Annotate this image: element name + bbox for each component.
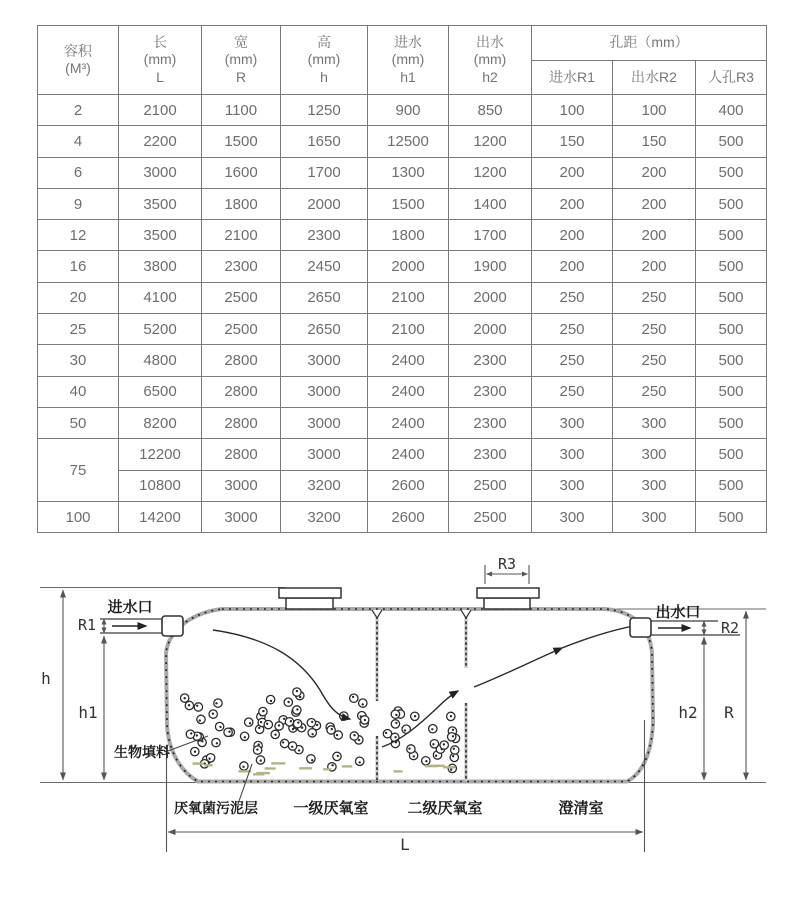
bubble-dot xyxy=(216,742,218,744)
header-inlet-line1: 进水 xyxy=(394,33,422,50)
bubble-dot xyxy=(452,735,454,737)
dim-label-r2: R2 xyxy=(720,619,740,637)
spec-cell: 1250 xyxy=(281,95,368,126)
bubble xyxy=(391,720,399,728)
manhole-right-cap xyxy=(477,588,539,598)
bubble-dot xyxy=(311,759,313,761)
bubble-dot xyxy=(385,732,387,734)
bubble-dot xyxy=(432,743,434,745)
spec-cell: 1800 xyxy=(202,188,281,219)
manhole-right-neck xyxy=(484,598,530,609)
spec-cell: 2100 xyxy=(119,95,202,126)
bubble-dot xyxy=(408,747,410,749)
spec-cell: 1500 xyxy=(368,188,449,219)
manhole-left-neck xyxy=(286,598,333,609)
bubble-dot xyxy=(435,755,437,757)
bubble-dot xyxy=(184,697,186,699)
table-row xyxy=(38,470,767,501)
bubble xyxy=(194,703,202,711)
bubble-dot xyxy=(296,690,298,692)
bubble-dot xyxy=(274,734,276,736)
bubble-dot xyxy=(260,759,262,761)
header-height xyxy=(281,26,368,95)
spec-cell: 200 xyxy=(613,220,696,251)
spec-cell: 12500 xyxy=(368,126,449,157)
table-row xyxy=(38,439,767,470)
spec-cell: 250 xyxy=(532,282,613,313)
spec-cell: 3000 xyxy=(119,157,202,188)
bubble xyxy=(245,718,253,726)
spec-cell: 500 xyxy=(696,376,767,407)
spec-cell: 3000 xyxy=(281,345,368,376)
bio-filler-label: 生物填料 xyxy=(114,746,170,761)
header-volume-line2: (M³) xyxy=(65,60,91,76)
spec-cell: 1650 xyxy=(281,126,368,157)
spec-cell: 3200 xyxy=(281,501,368,532)
spec-cell: 2300 xyxy=(449,407,532,438)
spec-cell: 1600 xyxy=(202,157,281,188)
bubble-dot xyxy=(291,746,293,748)
spec-cell: 12200 xyxy=(119,439,202,470)
volume-cell: 75 xyxy=(38,439,119,502)
spec-cell: 850 xyxy=(449,95,532,126)
bubble-dot xyxy=(311,721,313,723)
spec-cell: 500 xyxy=(696,126,767,157)
spec-table-header xyxy=(38,26,767,95)
spec-cell: 2100 xyxy=(368,282,449,313)
spec-cell: 2800 xyxy=(202,376,281,407)
bubble-dot xyxy=(395,714,397,716)
bubble-dot xyxy=(282,741,284,743)
bubble-dot xyxy=(414,715,416,717)
bubble-dot xyxy=(450,768,452,770)
header-hole-distance: 孔距（mm） xyxy=(532,26,767,61)
volume-cell: 12 xyxy=(38,220,119,251)
spec-cell: 1500 xyxy=(202,126,281,157)
sludge-dash xyxy=(193,762,204,764)
sludge-dash xyxy=(323,768,331,770)
spec-cell: 2000 xyxy=(449,282,532,313)
header-length xyxy=(119,26,202,95)
bubble-dot xyxy=(242,766,244,768)
bubble-dot xyxy=(262,710,264,712)
bubble xyxy=(266,695,274,703)
table-row xyxy=(38,95,767,126)
spec-cell: 200 xyxy=(613,188,696,219)
bubble-dot xyxy=(452,755,454,757)
bubble xyxy=(391,710,399,718)
spec-cell: 200 xyxy=(613,157,696,188)
bubble-dot xyxy=(404,729,406,731)
bubble-dot xyxy=(296,708,298,710)
table-row xyxy=(38,407,767,438)
spec-cell: 150 xyxy=(613,126,696,157)
spec-cell: 300 xyxy=(532,407,613,438)
spec-cell: 200 xyxy=(532,220,613,251)
bubble xyxy=(451,746,459,754)
volume-cell: 6 xyxy=(38,157,119,188)
table-row xyxy=(38,126,767,157)
bubble-dot xyxy=(212,713,214,715)
volume-cell: 2 xyxy=(38,95,119,126)
spec-table xyxy=(37,25,767,533)
header-volume xyxy=(38,26,119,95)
clarifier-label: 澄清室 xyxy=(558,801,604,817)
sludge-dash xyxy=(430,765,445,767)
spec-cell: 400 xyxy=(696,95,767,126)
header-hole-inlet-r1: 进水R1 xyxy=(532,61,613,95)
sludge-layer-label: 厌氧菌污泥层 xyxy=(174,802,258,817)
spec-cell: 2400 xyxy=(368,345,449,376)
spec-cell: 300 xyxy=(613,407,696,438)
spec-cell: 1800 xyxy=(368,220,449,251)
volume-cell: 9 xyxy=(38,188,119,219)
bubble xyxy=(293,720,301,728)
spec-cell: 500 xyxy=(696,282,767,313)
spec-cell: 1400 xyxy=(449,188,532,219)
spec-cell: 2500 xyxy=(449,501,532,532)
bubble-dot xyxy=(450,715,452,717)
dim-label-l: L xyxy=(400,835,410,854)
header-height-line1: 高 xyxy=(317,33,331,50)
bubble-dot xyxy=(196,705,198,707)
spec-cell: 4100 xyxy=(119,282,202,313)
header-outlet-line3: h2 xyxy=(482,68,498,85)
bubble-dot xyxy=(359,761,361,763)
spec-cell: 300 xyxy=(532,439,613,470)
spec-cell: 2000 xyxy=(281,188,368,219)
spec-cell: 500 xyxy=(696,439,767,470)
volume-cell: 16 xyxy=(38,251,119,282)
spec-cell: 2500 xyxy=(202,282,281,313)
spec-cell: 500 xyxy=(696,314,767,345)
spec-cell: 300 xyxy=(613,470,696,501)
header-outlet-line1: 出水 xyxy=(476,33,504,50)
spec-cell: 300 xyxy=(532,501,613,532)
bubble xyxy=(285,718,293,726)
bubble-dot xyxy=(256,748,258,750)
spec-cell: 500 xyxy=(696,220,767,251)
bubble-dot xyxy=(196,734,198,736)
bubble-dot xyxy=(394,736,396,738)
bubble-dot xyxy=(352,696,354,698)
spec-cell: 500 xyxy=(696,470,767,501)
manhole-right xyxy=(477,588,539,609)
volume-cell: 100 xyxy=(38,501,119,532)
spec-cell: 3000 xyxy=(202,470,281,501)
spec-cell: 250 xyxy=(613,314,696,345)
spec-cell: 3200 xyxy=(281,470,368,501)
spec-cell: 500 xyxy=(696,251,767,282)
header-inlet-line2: (mm) xyxy=(391,51,425,68)
spec-cell: 2100 xyxy=(368,314,449,345)
spec-cell: 1700 xyxy=(449,220,532,251)
volume-cell: 30 xyxy=(38,345,119,376)
chamber2-label: 二级厌氧室 xyxy=(407,801,483,817)
spec-cell: 300 xyxy=(532,470,613,501)
spec-cell: 250 xyxy=(613,345,696,376)
volume-cell: 50 xyxy=(38,407,119,438)
manhole-left xyxy=(279,588,341,609)
bubble-dot xyxy=(287,701,289,703)
spec-cell: 2800 xyxy=(202,345,281,376)
spec-cell: 2300 xyxy=(449,345,532,376)
spec-cell: 2600 xyxy=(368,501,449,532)
spec-cell: 3000 xyxy=(281,376,368,407)
header-inlet-line3: h1 xyxy=(400,68,416,85)
table-row xyxy=(38,314,767,345)
bubble xyxy=(280,739,288,747)
bubble-dot xyxy=(260,721,262,723)
bubble xyxy=(224,728,232,736)
bubble xyxy=(359,699,367,707)
bubble xyxy=(308,729,316,737)
dim-label-r1: R1 xyxy=(77,616,97,634)
spec-cell: 2000 xyxy=(449,314,532,345)
spec-cell: 2200 xyxy=(119,126,202,157)
volume-cell: 25 xyxy=(38,314,119,345)
header-hole-outlet-r2: 出水R2 xyxy=(613,61,696,95)
sludge-dash xyxy=(342,765,352,767)
spec-cell: 2500 xyxy=(202,314,281,345)
spec-cell: 100 xyxy=(532,95,613,126)
spec-cell: 2300 xyxy=(449,439,532,470)
bubble-dot xyxy=(336,734,338,736)
spec-cell: 5200 xyxy=(119,314,202,345)
spec-cell: 2000 xyxy=(368,251,449,282)
header-height-line2: (mm) xyxy=(307,51,341,68)
bubble-dot xyxy=(258,727,260,729)
header-length-line3: L xyxy=(156,68,164,85)
spec-cell: 2600 xyxy=(368,470,449,501)
sludge-dash xyxy=(271,762,285,764)
bubble xyxy=(307,755,315,763)
table-row xyxy=(38,188,767,219)
header-inlet xyxy=(368,26,449,95)
spec-cell: 250 xyxy=(613,282,696,313)
spec-cell: 200 xyxy=(532,251,613,282)
header-height-line3: h xyxy=(320,68,328,85)
manhole-left-cap xyxy=(279,588,341,598)
spec-cell: 2800 xyxy=(202,439,281,470)
spec-cell: 1100 xyxy=(202,95,281,126)
spec-cell: 500 xyxy=(696,345,767,376)
bubble-dot xyxy=(364,719,366,721)
bubble-dot xyxy=(188,704,190,706)
sludge-dash xyxy=(299,767,312,769)
header-length-line1: 长 xyxy=(153,33,167,50)
bubble-dot xyxy=(453,748,455,750)
spec-cell: 100 xyxy=(613,95,696,126)
table-row xyxy=(38,376,767,407)
bubble-dot xyxy=(219,726,221,728)
bubble-dot xyxy=(283,718,285,720)
sludge-dash xyxy=(253,773,264,775)
bubble-dot xyxy=(452,729,454,731)
bubble xyxy=(197,715,205,723)
spec-cell: 300 xyxy=(613,439,696,470)
chamber1-label: 一级厌氧室 xyxy=(293,801,369,817)
bubble xyxy=(214,699,222,707)
spec-cell: 500 xyxy=(696,407,767,438)
bubble-dot xyxy=(331,764,333,766)
spec-cell: 3500 xyxy=(119,220,202,251)
spec-cell: 14200 xyxy=(119,501,202,532)
spec-cell: 2650 xyxy=(281,314,368,345)
bubble-dot xyxy=(311,733,313,735)
bubble-dot xyxy=(431,728,433,730)
spec-cell: 2400 xyxy=(368,376,449,407)
inlet-label: 进水口 xyxy=(107,600,153,616)
spec-cell: 150 xyxy=(532,126,613,157)
bubble-dot xyxy=(353,734,355,736)
bubble-dot xyxy=(395,722,397,724)
spec-cell: 250 xyxy=(532,376,613,407)
bubble-dot xyxy=(297,721,299,723)
bubble-dot xyxy=(443,743,445,745)
volume-cell: 40 xyxy=(38,376,119,407)
spec-cell: 1200 xyxy=(449,126,532,157)
spec-table-body xyxy=(38,95,767,533)
sludge-dash xyxy=(265,767,276,769)
bubble-dot xyxy=(208,758,210,760)
spec-cell: 4800 xyxy=(119,345,202,376)
header-outlet xyxy=(449,26,532,95)
bubble-dot xyxy=(425,760,427,762)
volume-cell: 4 xyxy=(38,126,119,157)
spec-cell: 1900 xyxy=(449,251,532,282)
bubble-dot xyxy=(194,751,196,753)
spec-cell: 1700 xyxy=(281,157,368,188)
bubble-dot xyxy=(316,724,318,726)
sludge-dash xyxy=(394,770,403,772)
spec-cell: 1300 xyxy=(368,157,449,188)
header-width xyxy=(202,26,281,95)
table-row xyxy=(38,345,767,376)
spec-cell: 200 xyxy=(613,251,696,282)
volume-cell: 20 xyxy=(38,282,119,313)
header-outlet-line2: (mm) xyxy=(473,51,507,68)
spec-cell: 900 xyxy=(368,95,449,126)
spec-cell: 2800 xyxy=(202,407,281,438)
spec-cell: 250 xyxy=(532,314,613,345)
bubble xyxy=(407,745,415,753)
bubble-dot xyxy=(199,719,201,721)
dim-label-r: R xyxy=(724,703,734,722)
bubble xyxy=(448,733,456,741)
header-width-line3: R xyxy=(235,68,247,85)
dim-label-h2: h2 xyxy=(678,703,698,722)
bubble-dot xyxy=(249,722,251,724)
bubble xyxy=(383,730,391,738)
bubble-dot xyxy=(413,755,415,757)
spec-cell: 300 xyxy=(613,501,696,532)
table-row xyxy=(38,501,767,532)
spec-cell: 2300 xyxy=(449,376,532,407)
bubble-dot xyxy=(270,700,272,702)
spec-cell: 200 xyxy=(532,188,613,219)
spec-cell: 2500 xyxy=(449,470,532,501)
spec-cell: 2650 xyxy=(281,282,368,313)
inlet-stub xyxy=(162,616,183,636)
spec-cell: 250 xyxy=(532,345,613,376)
bubble-dot xyxy=(190,732,192,734)
bubble-dot xyxy=(278,724,280,726)
table-row xyxy=(38,282,767,313)
spec-cell: 500 xyxy=(696,188,767,219)
spec-cell: 3500 xyxy=(119,188,202,219)
bubble-dot xyxy=(228,731,230,733)
table-row xyxy=(38,220,767,251)
spec-cell: 1200 xyxy=(449,157,532,188)
bubble-dot xyxy=(337,755,339,757)
bubble xyxy=(264,720,272,728)
header-length-line2: (mm) xyxy=(143,51,177,68)
spec-cell: 250 xyxy=(613,376,696,407)
bubble-dot xyxy=(331,728,333,730)
spec-cell: 500 xyxy=(696,501,767,532)
spec-cell: 3800 xyxy=(119,251,202,282)
spec-cell: 2400 xyxy=(368,407,449,438)
dim-label-h: h xyxy=(41,669,51,688)
table-row xyxy=(38,157,767,188)
sludge-dash xyxy=(443,766,455,768)
outlet-label: 出水口 xyxy=(655,605,701,621)
header-hole-manhole-r3: 人孔R3 xyxy=(696,61,767,95)
spec-cell: 2100 xyxy=(202,220,281,251)
spec-cell: 6500 xyxy=(119,376,202,407)
spec-cell: 2450 xyxy=(281,251,368,282)
sludge-dash xyxy=(204,764,212,766)
bubble-dot xyxy=(358,739,360,741)
table-row xyxy=(38,251,767,282)
spec-cell: 10800 xyxy=(119,470,202,501)
spec-cell: 3000 xyxy=(281,407,368,438)
header-volume-line1: 容积 xyxy=(64,42,92,59)
spec-cell: 200 xyxy=(532,157,613,188)
header-width-line1: 宽 xyxy=(234,33,248,50)
bubble-dot xyxy=(362,703,364,705)
bubble-dot xyxy=(244,736,246,738)
spec-cell: 3000 xyxy=(202,501,281,532)
dim-label-h1: h1 xyxy=(78,703,98,722)
spec-cell: 8200 xyxy=(119,407,202,438)
bubble-dot xyxy=(290,720,292,722)
header-width-line2: (mm) xyxy=(224,51,258,68)
spec-cell: 3000 xyxy=(281,439,368,470)
bubble-dot xyxy=(215,702,217,704)
spec-cell: 2300 xyxy=(281,220,368,251)
spec-cell: 2400 xyxy=(368,439,449,470)
spec-cell: 2300 xyxy=(202,251,281,282)
dim-label-r3: R3 xyxy=(497,555,517,573)
bubble-dot xyxy=(266,723,268,725)
spec-cell: 500 xyxy=(696,157,767,188)
outlet-stub xyxy=(630,618,651,637)
bubble xyxy=(350,694,358,702)
tank-diagram xyxy=(0,540,800,914)
bubble xyxy=(448,764,456,772)
bubble-dot xyxy=(298,749,300,751)
